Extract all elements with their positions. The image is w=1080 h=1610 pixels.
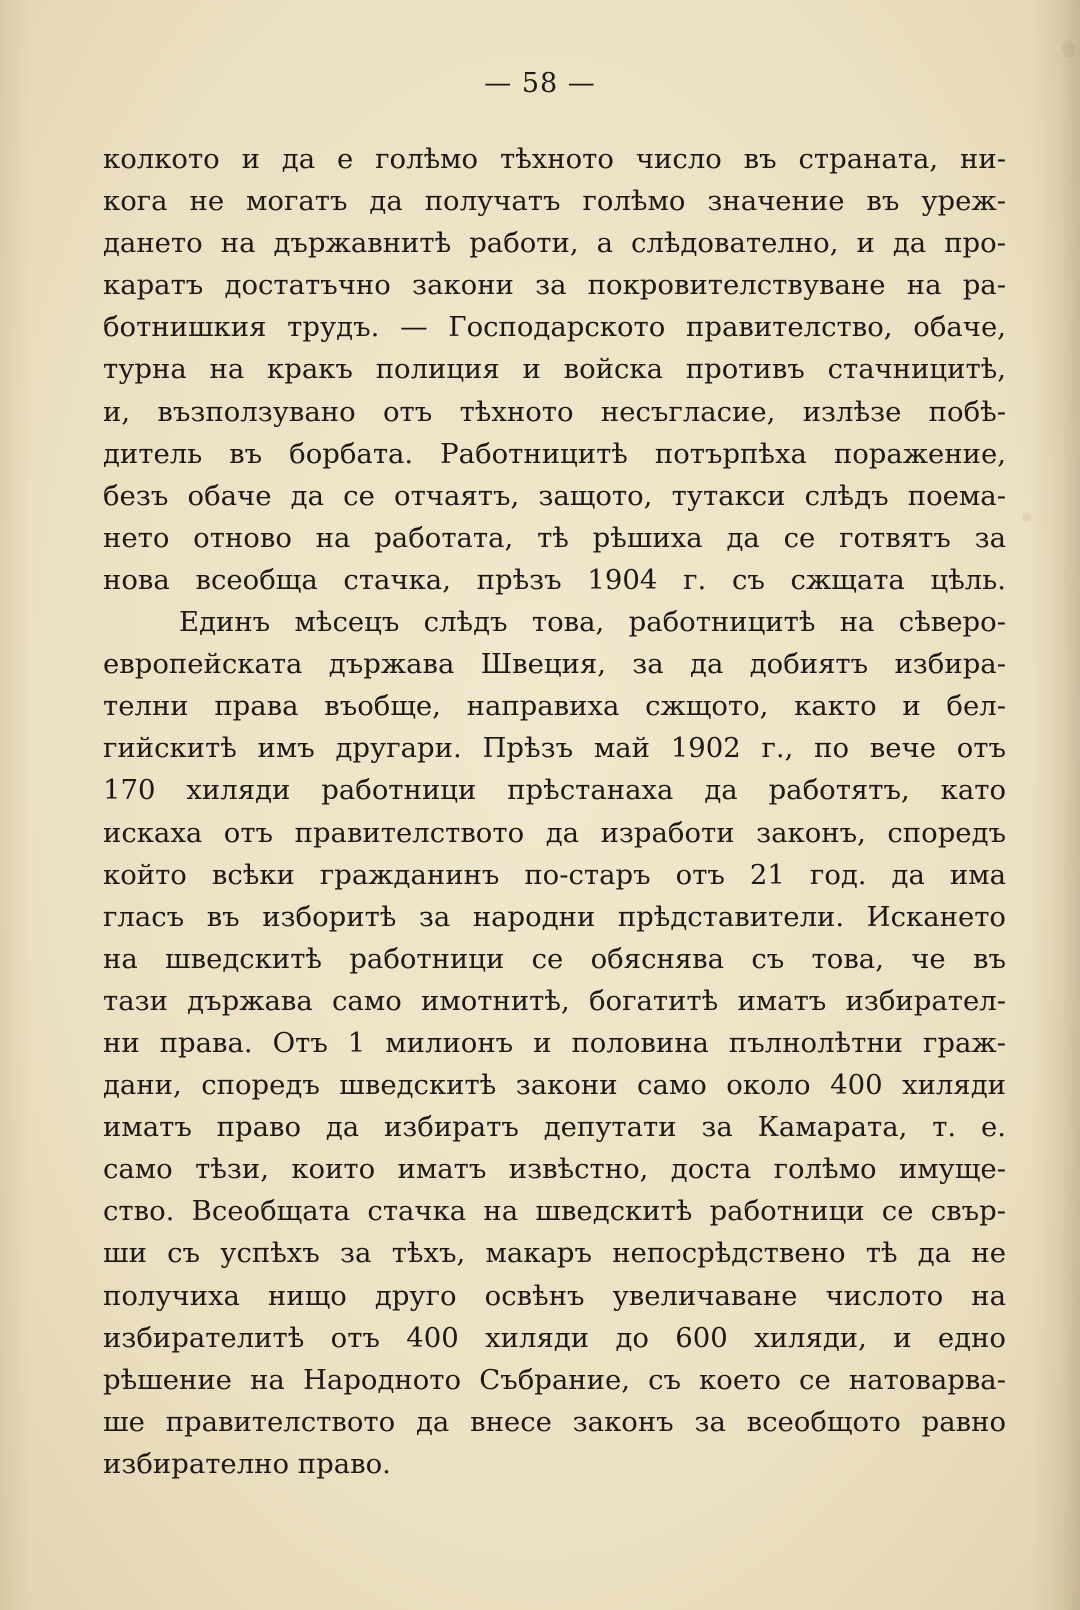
text-line: тази държава само имотнитѣ, богатитѣ иматъ избирател- bbox=[103, 984, 1006, 1017]
text-line: само тѣзи, които иматъ извѣстно, доста голѣмо имуще- bbox=[103, 1153, 1006, 1186]
text-line: дането на държавнитѣ работи, а слѣдователно, и да про- bbox=[103, 227, 1006, 260]
text-line: нето отново на работата, тѣ рѣшиха да се готвятъ за bbox=[103, 521, 1006, 554]
text-line: избирателно право. bbox=[103, 1447, 391, 1480]
paper-stain bbox=[1022, 512, 1032, 522]
text-line: кога не могатъ да получатъ голѣмо значение въ уреж- bbox=[103, 185, 1006, 218]
text-line: европейската държава Швеция, за да добиятъ избира- bbox=[103, 648, 1006, 681]
text-line: телни права въобще, направиха сжщото, както и бел- bbox=[103, 690, 1006, 723]
text-line: нова всеобща стачка, прѣзъ 1904 г. съ сжщата цѣль. bbox=[103, 563, 1006, 596]
right-edge-shadow bbox=[1030, 0, 1080, 1610]
text-line: ботнишкия трудъ. — Господарското правителство, обаче, bbox=[103, 311, 1006, 344]
left-edge-shadow bbox=[0, 0, 30, 1610]
text-line: ши съ успѣхъ за тѣхъ, макаръ непосрѣдствено тѣ да не bbox=[103, 1237, 1006, 1270]
text-line: дитель въ борбата. Работницитѣ потърпѣха поражение, bbox=[103, 437, 1006, 470]
text-line: колкото и да е голѣмо тѣхното число въ страната, ни- bbox=[103, 143, 1006, 175]
text-line: ство. Всеобщата стачка на шведскитѣ работници се свър- bbox=[103, 1195, 1006, 1228]
text-line: дани, споредъ шведскитѣ закони само около 400 хиляди bbox=[103, 1069, 1006, 1102]
page-number: — 58 — bbox=[484, 68, 596, 99]
text-line: рѣшение на Народното Събрание, съ което се натоварва- bbox=[103, 1363, 1006, 1396]
text-line: гийскитѣ имъ другари. Прѣзъ май 1902 г., по вече отъ bbox=[103, 732, 1006, 765]
body-text bbox=[103, 138, 1006, 1485]
text-line: искаха отъ правителството да изработи законъ, споредъ bbox=[103, 816, 1006, 849]
text-line: избирателитѣ отъ 400 хиляди до 600 хиляди, и едно bbox=[103, 1321, 1006, 1354]
text-line: гласъ въ изборитѣ за народни прѣдставители. Искането bbox=[103, 900, 1006, 933]
text-line: и, възползувано отъ тѣхното несъгласие, излѣзе побѣ- bbox=[103, 395, 1006, 428]
text-line: каратъ достатъчно закони за покровителствуване на ра- bbox=[103, 269, 1006, 302]
paragraph-first-line: Единъ мѣсецъ слѣдъ това, работницитѣ на сѣверо- bbox=[179, 606, 1006, 639]
text-line: 170 хиляди работници прѣстанаха да работятъ, като bbox=[103, 774, 1006, 807]
text-line: иматъ право да избиратъ депутати за Камарата, т. е. bbox=[103, 1111, 1006, 1144]
text-line: ни права. Отъ 1 милионъ и половина пълнолѣтни граж- bbox=[103, 1026, 1006, 1059]
text-line: получиха нищо друго освѣнъ увеличаване числото на bbox=[103, 1279, 1006, 1312]
text-line: турна на кракъ полиция и войска противъ стачницитѣ, bbox=[103, 353, 1006, 386]
text-line: който всѣки гражданинъ по-старъ отъ 21 год. да има bbox=[103, 858, 1006, 891]
text-line: на шведскитѣ работници се обяснява съ това, че въ bbox=[103, 942, 1006, 975]
text-line: безъ обаче да се отчаятъ, защото, тутакси слѣдъ поема- bbox=[103, 479, 1006, 512]
text-line: ше правителството да внесе законъ за всеобщото равно bbox=[103, 1405, 1006, 1438]
paper-stain bbox=[1062, 40, 1076, 58]
